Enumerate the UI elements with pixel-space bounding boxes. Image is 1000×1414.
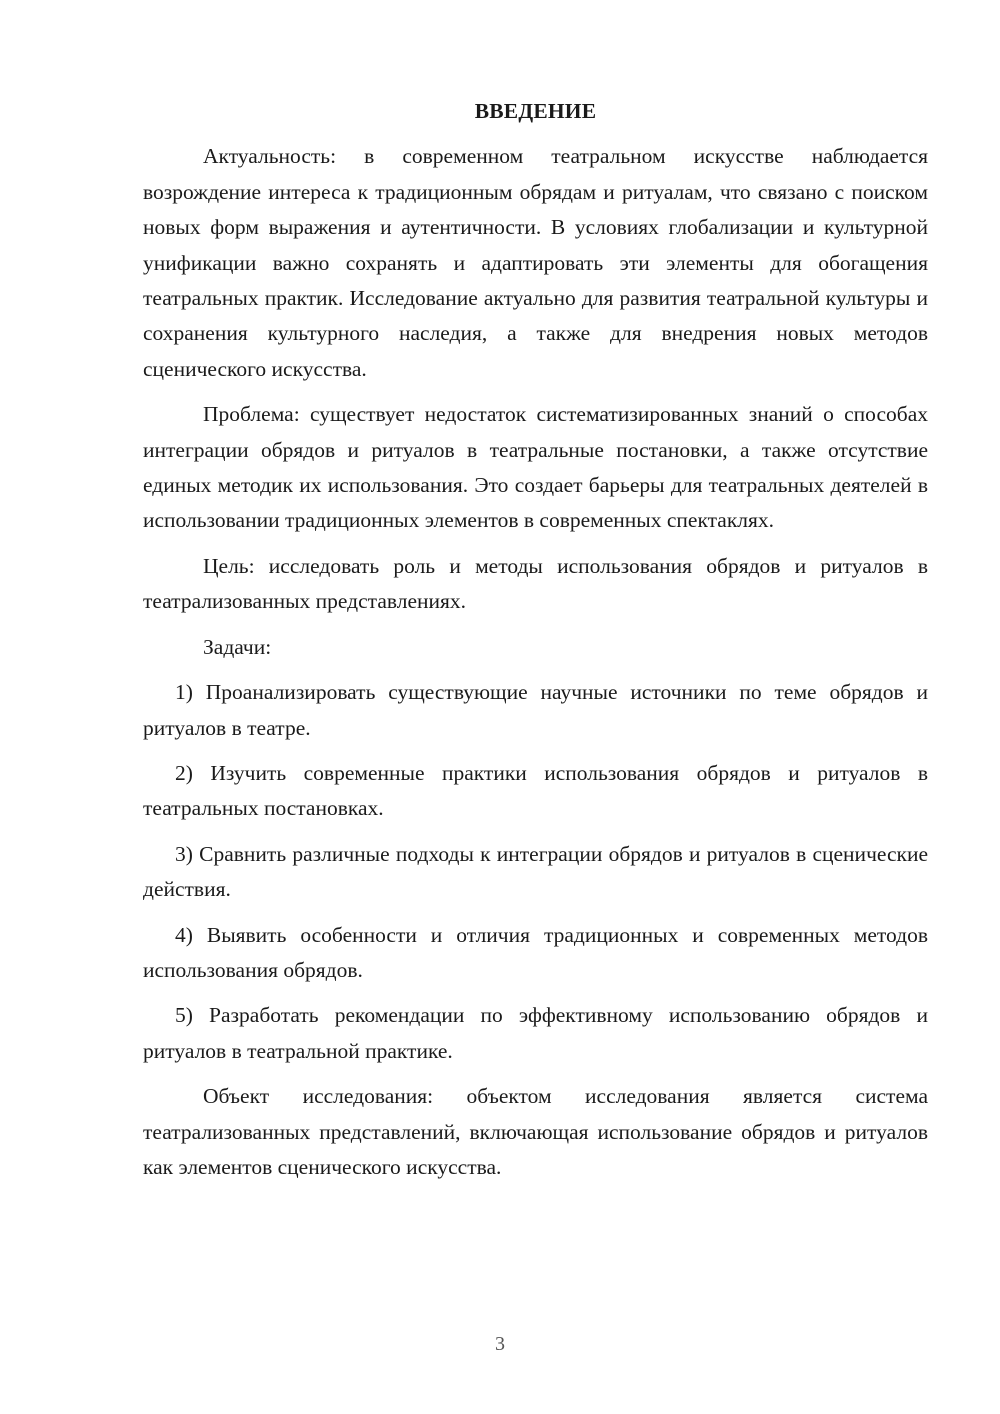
paragraph-object: Объект исследования: объектом исследования является система театрализованных представлений, включающая использование обрядов и ритуалов как элементов сценического искусства.	[143, 1084, 928, 1179]
page-number: 3	[495, 1333, 505, 1355]
task-item: 2) Изучить современные практики использования обрядов и ритуалов в театральных постановках.	[143, 760, 928, 821]
task-item: 1) Проанализировать существующие научные источники по теме обрядов и ритуалов в театре.	[143, 680, 928, 740]
paragraph-goal: Цель: исследовать роль и методы использования обрядов и ритуалов в театрализованных представлениях.	[143, 553, 928, 614]
section-heading: ВВЕДЕНИЕ	[474, 99, 597, 123]
tasks-heading: Задачи:	[203, 634, 272, 659]
task-item: 5) Разработать рекомендации по эффективному использованию обрядов и ритуалов в театральной практике.	[143, 1003, 928, 1063]
task-item: 4) Выявить особенности и отличия традиционных и современных методов использования обрядов.	[143, 922, 928, 982]
task-item: 3) Сравнить различные подходы к интеграции обрядов и ритуалов в сценические действия.	[143, 841, 928, 902]
page-content	[143, 94, 928, 1195]
paragraph-relevance: Актуальность: в современном театральном искусстве наблюдается возрождение интереса к традиционным обрядам и ритуалам, что связано с поиском новых форм выражения и аутентичности. В условиях глобализации и культурной унификации важно сохранять и адаптировать эти элементы для обогащения театральных практик. Исследование актуально для развития театральной культуры и сохранения культурного наследия, а также для внедрения новых методов сценического искусства.	[143, 144, 928, 381]
paragraph-problem: Проблема: существует недостаток систематизированных знаний о способах интеграции обрядов и ритуалов в театральные постановки, а также отсутствие единых методик их использования. Это создает барьеры для театральных деятелей в использовании традиционных элементов в современных спектаклях.	[143, 402, 928, 533]
